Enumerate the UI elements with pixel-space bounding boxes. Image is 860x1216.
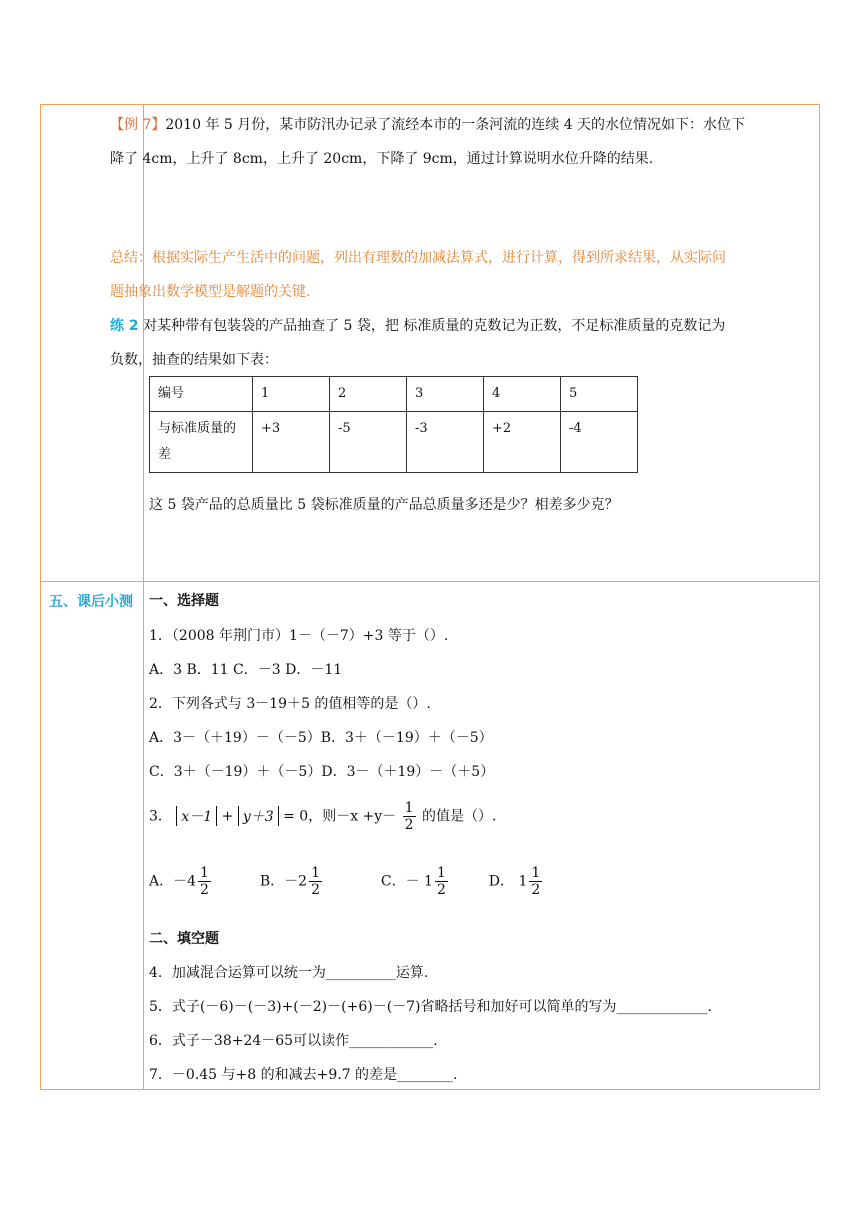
q3-abs-x: x－1 (176, 806, 217, 826)
question-3 (149, 800, 496, 833)
table-cell: 4 (484, 377, 561, 412)
table-cell: 1 (253, 377, 330, 412)
table-cell: +2 (484, 412, 561, 473)
q3-option-c: C．－ 1 (380, 873, 433, 890)
practice2-line1 (110, 309, 852, 343)
row-divider (41, 581, 819, 582)
table-cell: 与标准质量的差 (150, 412, 253, 473)
table-row (150, 377, 638, 412)
table-cell: 3 (407, 377, 484, 412)
q3-prefix: 3． (149, 808, 172, 825)
data-table (149, 376, 638, 473)
question-2-options-cd: C．3＋（－19）＋（－5）D．3－（＋19）－（＋5） (149, 764, 495, 780)
table-cell: 编号 (150, 377, 253, 412)
frac-den: 2 (404, 817, 414, 833)
frac-den: 2 (531, 882, 541, 898)
frac-num: 1 (436, 865, 446, 881)
frac-num: 1 (311, 865, 320, 881)
practice2-block (110, 309, 852, 377)
question-1: 1．（2008 年荆门市）1－（－7）+3 等于（）. (149, 628, 449, 644)
practice2-line2: 负数，抽查的结果如下表： (110, 352, 278, 368)
frac-den: 2 (311, 882, 320, 898)
q3-option-b-frac (309, 865, 322, 898)
example7-block (110, 108, 852, 176)
practice2-text1: 对某种带有包装袋的产品抽查了 5 袋，把 标准质量的克数记为正数，不足标准质量的克数记为 (138, 318, 726, 334)
table-cell: 5 (561, 377, 638, 412)
frac-num: 1 (200, 865, 209, 881)
table-cell: +3 (253, 412, 330, 473)
question-7: 7．－0.45 与+8 的和减去+9.7 的差是________. (149, 1067, 458, 1083)
q3-mid: = 0，则－x +y－ (283, 808, 397, 825)
q3-option-b: B．－2 (259, 873, 308, 890)
frac-den: 2 (200, 882, 209, 898)
question-3-options (149, 865, 544, 898)
section5-label: 五、课后小测 (49, 594, 133, 610)
q3-option-d-frac (529, 865, 542, 898)
table-row (150, 412, 638, 473)
example7-line1 (110, 108, 852, 142)
summary-block (110, 241, 852, 309)
section2-heading: 二、填空题 (149, 931, 219, 947)
q3-option-a: A．－4 (149, 873, 197, 890)
summary-line2: 题抽象出数学模型是解题的关键. (110, 284, 311, 300)
question-5: 5．式子(－6)－(－3)+(－2)－(+6)－(－7)省略括号和加好可以简单的写为_____________. (149, 999, 712, 1015)
q3-abs-y: y＋3 (238, 806, 279, 826)
example7-line2: 降了 4cm，上升了 8cm，上升了 20cm，下降了 9cm，通过计算说明水位升降的结果. (110, 151, 654, 167)
q3-option-c-frac (435, 865, 448, 898)
table-cell: -4 (561, 412, 638, 473)
question-2-options-ab: A．3－（＋19）－（－5）B．3＋（－19）＋（－5） (149, 730, 493, 746)
q3-fraction (403, 800, 416, 833)
example7-tag: 【例 7】 (110, 117, 166, 133)
frac-num: 1 (404, 800, 414, 816)
question-1-options: A．3 B．11 C．－3 D．－11 (149, 662, 343, 678)
practice2-tag: 练 2 (110, 318, 139, 334)
frac-num: 1 (531, 865, 541, 881)
question-2: 2．下列各式与 3－19＋5 的值相等的是（）. (149, 696, 431, 712)
q3-option-d: D． 1 (488, 873, 528, 890)
example7-text1: 2010 年 5 月份，某市防汛办记录了流经本市的一条河流的连续 4 天的水位情况如下：水位下 (165, 117, 746, 133)
question-6: 6．式子－38+24－65可以读作____________. (149, 1033, 438, 1049)
table-cell: -5 (330, 412, 407, 473)
table-cell: -3 (407, 412, 484, 473)
practice2-question: 这 5 袋产品的总质量比 5 袋标准质量的产品总质量多还是少？相差多少克？ (149, 497, 619, 513)
summary-line1: 总结：根据实际生产生活中的问题，列出有理数的加减法算式，进行计算，得到所求结果，从实际问 (110, 250, 726, 266)
question-4: 4．加减混合运算可以统一为__________运算. (149, 965, 429, 981)
table-cell: 2 (330, 377, 407, 412)
section1-heading: 一、选择题 (149, 593, 219, 609)
q3-plus: + (221, 808, 238, 825)
q3-end: 的值是（）. (422, 808, 497, 825)
q3-option-a-frac (198, 865, 211, 898)
frac-den: 2 (436, 882, 446, 898)
